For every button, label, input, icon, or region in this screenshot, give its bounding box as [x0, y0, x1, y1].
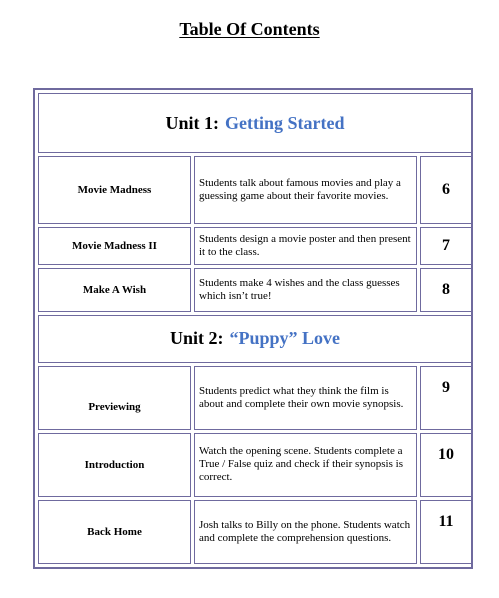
lesson-page-number: 6: [420, 156, 472, 224]
unit-label: Unit 1:: [165, 112, 219, 133]
table-row: [38, 500, 472, 564]
table-row: [38, 366, 472, 430]
table-of-contents: [33, 88, 473, 569]
lesson-description: Students make 4 wishes and the class guesses which isn’t true!: [194, 268, 417, 312]
lesson-page-number: 9: [420, 366, 472, 430]
table-row: [38, 433, 472, 497]
page-title: Table Of Contents: [179, 19, 320, 39]
lesson-description: Students predict what they think the film is about and complete their own movie synopsis.: [194, 366, 417, 430]
lesson-name: Movie Madness II: [38, 227, 191, 265]
lesson-description: Watch the opening scene. Students complete a True / False quiz and check if their synopsis is correct.: [194, 433, 417, 497]
lesson-description: Josh talks to Billy on the phone. Students watch and complete the comprehension questions.: [194, 500, 417, 564]
table-row: [38, 227, 472, 265]
unit-heading: [38, 93, 472, 153]
unit-header-row: [38, 93, 472, 153]
lesson-page-number: 8: [420, 268, 472, 312]
toc-table: [35, 90, 475, 567]
lesson-name: Back Home: [38, 500, 191, 564]
unit-name: “Puppy” Love: [229, 328, 341, 349]
table-row: [38, 268, 472, 312]
lesson-name: Introduction: [38, 433, 191, 497]
unit-label: Unit 2:: [169, 328, 224, 349]
lesson-page-number: 10: [420, 433, 472, 497]
lesson-page-number: 7: [420, 227, 472, 265]
lesson-description: Students talk about famous movies and play a guessing game about their favorite movies.: [194, 156, 417, 224]
lesson-name: Movie Madness: [38, 156, 191, 224]
unit-header-row: [38, 315, 472, 362]
unit-name: Getting Started: [225, 112, 345, 133]
unit-heading: [38, 315, 472, 362]
lesson-description: Students design a movie poster and then present it to the class.: [194, 227, 417, 265]
lesson-name: Previewing: [38, 366, 191, 430]
table-row: [38, 156, 472, 224]
lesson-name: Make A Wish: [38, 268, 191, 312]
lesson-page-number: 11: [420, 500, 472, 564]
